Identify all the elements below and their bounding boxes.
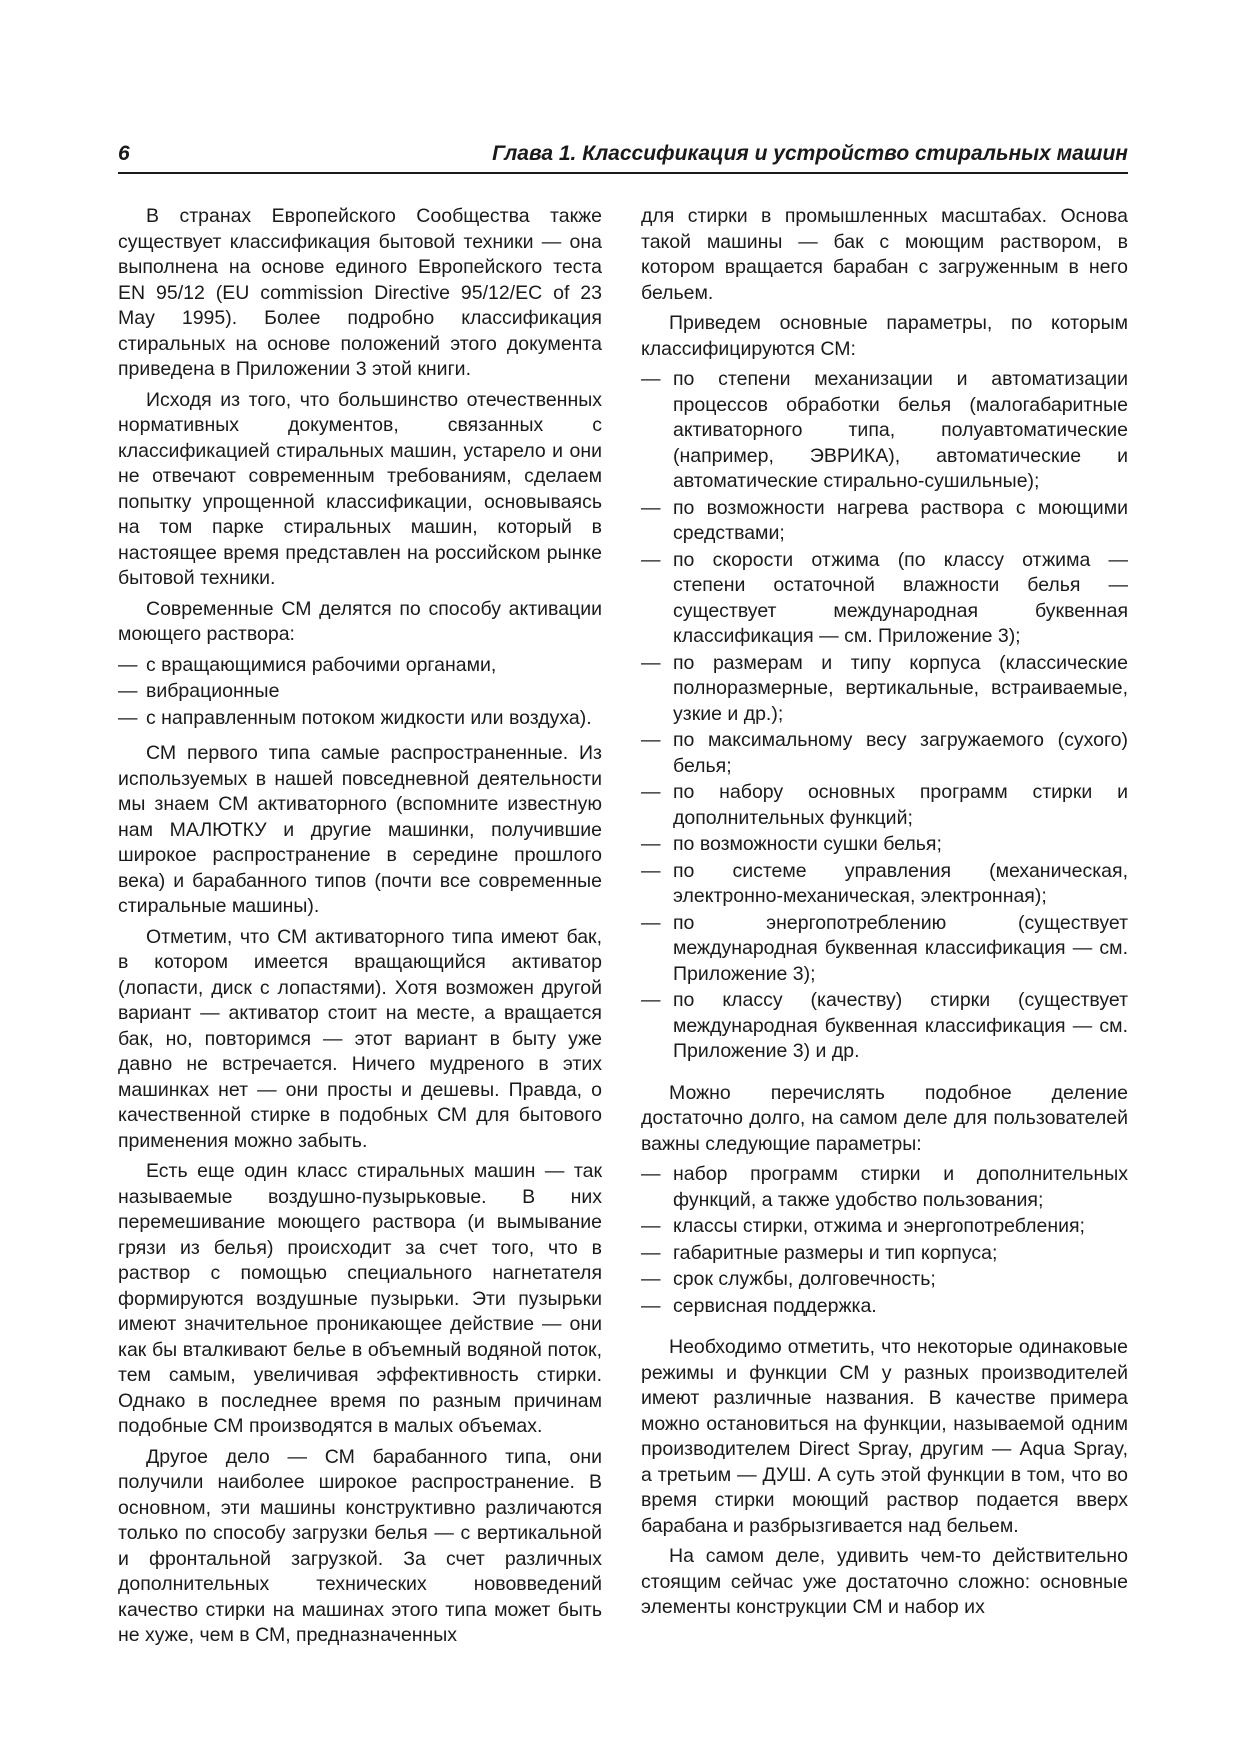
chapter-title: Глава 1. Классификация и устройство стиральных машин [492, 142, 1128, 165]
paragraph: Современные СМ делятся по способу активации моющего раствора: [118, 597, 602, 645]
list-item: — по набору основных программ стирки и дополнительных функций; [641, 781, 1128, 829]
dash-bullet: — [118, 706, 138, 729]
list-item: — классы стирки, отжима и энергопотребления; [641, 1214, 1128, 1240]
list-item: — габаритные размеры и тип корпуса; [641, 1241, 1128, 1267]
dash-bullet: — [641, 651, 661, 674]
dash-bullet: — [641, 1294, 661, 1317]
list-item: — набор программ стирки и дополнительных функций, а также удобство пользования; [641, 1163, 1128, 1211]
list-item: — по скорости отжима (по классу отжима — степени остаточной влажности белья — существует международная буквенная классификация — см. Приложение 3); [641, 548, 1128, 647]
paragraph-continuation: для стирки в промышленных масштабах. Основа такой машины — бак с моющим раствором, в котором вращается барабан с загруженным в него бельем. [641, 205, 1128, 304]
dash-bullet: — [641, 729, 661, 751]
dash-bullet: — [641, 1241, 661, 1264]
dash-bullet: — [641, 1268, 661, 1290]
dash-bullet: — [641, 1163, 661, 1185]
dash-bullet: — [641, 859, 661, 882]
dash-bullet: — [641, 496, 661, 519]
dash-bullet: — [641, 368, 661, 390]
list-item: — по энергопотреблению (существует международная буквенная классификация — см. Приложение 3); [641, 911, 1128, 985]
running-header [118, 138, 1128, 174]
list-item: — по возможности нагрева раствора с моющими средствами; [641, 496, 1128, 544]
activation-types-list [118, 653, 602, 732]
list-item: — сервисная поддержка. [641, 1294, 1128, 1320]
dash-bullet: — [641, 781, 661, 803]
important-parameters-list [641, 1162, 1128, 1319]
list-item: — по размерам и типу корпуса (классические полноразмерные, вертикальные, встраиваемые, узкие и др.); [641, 651, 1128, 725]
list-item: — с направленным потоком жидкости или воздуха). [118, 706, 602, 732]
list-item: — по классу (качеству) стирки (существует международная буквенная классификация — см. Приложение 3) и др. [641, 989, 1128, 1062]
paragraph: Другое дело — СМ барабанного типа, они получили наиболее широкое распространение. В основном, эти машины конструктивно различаются только по способу загрузки белья — с вертикальной и фронтальной загрузкой. За счет различных дополнительных технических нововведений качество стирки на машинах этого типа может быть не хуже, чем в СМ, предназначенных [118, 1445, 602, 1646]
dash-bullet: — [641, 1215, 661, 1237]
dash-bullet: — [641, 833, 661, 855]
list-item: — по степени механизации и автоматизации процессов обработки белья (малогабаритные активаторного типа, полуавтоматические (например, ЭВРИКА), автоматические и автоматические стирально-сушильные); [641, 368, 1128, 492]
list-item: — по возможности сушки белья; [641, 832, 1128, 858]
list-item: — с вращающимися рабочими органами, [118, 653, 602, 679]
paragraph: Необходимо отметить, что некоторые одинаковые режимы и функции СМ у разных производителей имеют различные названия. В качестве примера можно остановиться на функции, называемой одним производителем Direct Spray, другим — Aqua Spray, а третьим — ДУШ. А суть этой функции в том, что во время стирки моющий раствор подается вверх барабана и разбрызгивается над бельем. [641, 1336, 1128, 1537]
right-column [641, 204, 1128, 1626]
list-item: — вибрационные [118, 679, 602, 705]
paragraph: Можно перечислять подобное деление достаточно долго, на самом деле для пользователей важны следующие параметры: [641, 1081, 1128, 1155]
dash-bullet: — [118, 653, 138, 676]
paragraph: Есть еще один класс стиральных машин — так называемые воздушно-пузырьковые. В них перемешивание моющего раствора (и вымывание грязи из белья) происходит за счет того, что в раствор с помощью специального нагнетателя формируются воздушные пузырьки. Эти пузырьки имеют значительное проникающее действие — они как бы вталкивают белье в объемный водяной поток, тем самым, увеличивая эффективность стирки. Однако в последнее время по разным причинам подобные СМ производятся в малых объемах. [118, 1160, 602, 1437]
list-item: — по системе управления (механическая, электронно-механическая, электронная); [641, 859, 1128, 907]
list-item: — срок службы, долговечность; [641, 1267, 1128, 1293]
left-column [118, 204, 602, 1654]
paragraph: Отметим, что СМ активаторного типа имеют бак, в котором имеется вращающийся активатор (лопасти, диск с лопастями). Хотя возможен другой вариант — активатор стоит на месте, а вращается бак, но, повторимся — этот вариант в быту уже давно не встречается. Ничего мудреного в этих машинках нет — они просты и дешевы. Правда, о качественной стирке в подобных СМ для бытового применения можно забыть. [118, 925, 602, 1152]
dash-bullet: — [641, 548, 661, 571]
paragraph: Приведем основные параметры, по которым классифицируются СМ: [641, 312, 1128, 360]
paragraph: На самом деле, удивить чем-то действительно стоящим сейчас уже достаточно сложно: основные элементы конструкции СМ и набор их [641, 1545, 1128, 1618]
classification-parameters-list [641, 367, 1128, 1065]
dash-bullet: — [641, 911, 661, 934]
paragraph: В странах Европейского Сообщества также существует классификация бытовой техники — она выполнена на основе единого Европейского теста EN 95/12 (EU commission Directive 95/12/EC of 23 May 1995). Более подробно классификация стиральных на основе положений этого документа приведена в Приложении 3 этой книги. [118, 205, 602, 380]
list-item: — по максимальному весу загружаемого (сухого) белья; [641, 729, 1128, 777]
paragraph: Исходя из того, что большинство отечественных нормативных документов, связанных с классификацией стиральных машин, устарело и они не отвечают современным требованиям, сделаем попытку упрощенной классификации, основываясь на том парке стиральных машин, который в настоящее время представлен на российском рынке бытовой техники. [118, 388, 602, 589]
dash-bullet: — [118, 680, 138, 702]
dash-bullet: — [641, 989, 661, 1011]
paragraph: СМ первого типа самые распространенные. Из используемых в нашей повседневной деятельности мы знаем СМ активаторного (вспомните известную нам МАЛЮТКУ и другие машинки, получившие широкое распространение в середине прошлого века) и барабанного типов (почти все современные стиральные машины). [118, 742, 602, 917]
page-number: 6 [118, 142, 130, 165]
